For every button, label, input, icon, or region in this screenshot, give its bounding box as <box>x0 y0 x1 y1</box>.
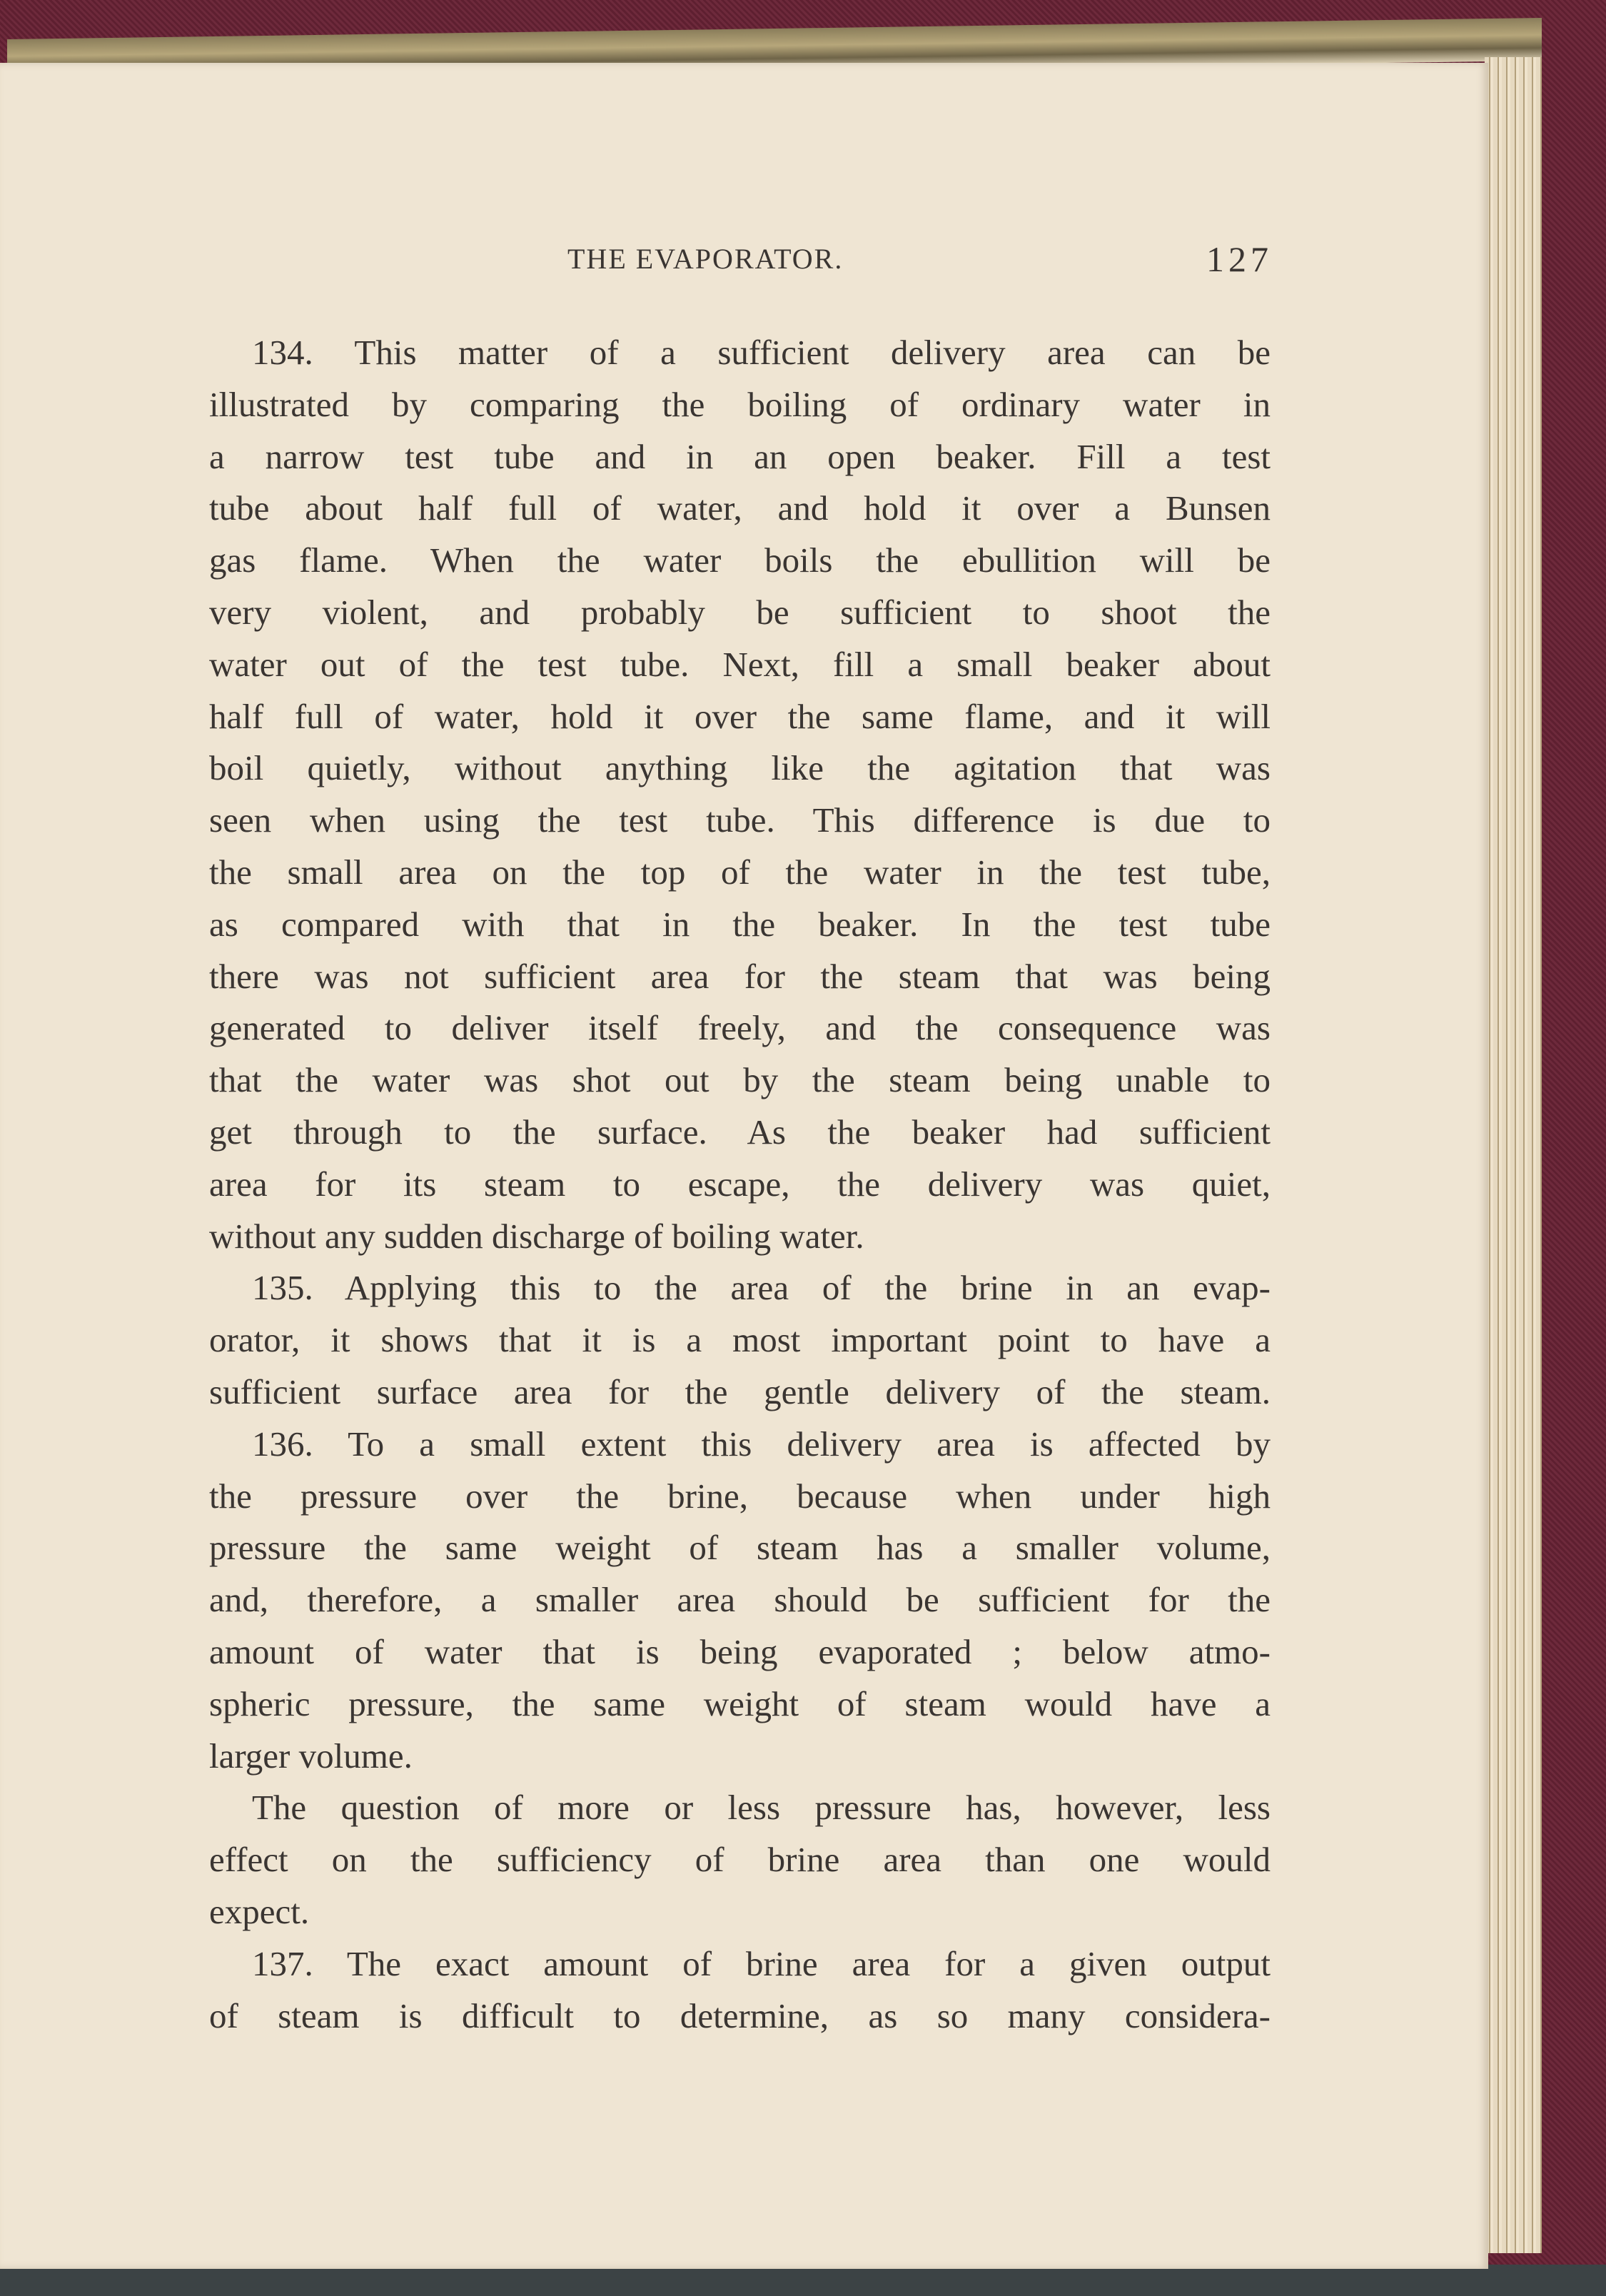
text-line: The question of more or less pressure has, however, less <box>252 1788 1271 1828</box>
text-line: seen when using the test tube. This difference is due to <box>209 800 1271 840</box>
text-line: orator, it shows that it is a most important point to have a <box>209 1320 1271 1360</box>
text-line: spheric pressure, the same weight of steam would have a <box>209 1683 1271 1723</box>
text-line: that the water was shot out by the steam being unable to <box>209 1060 1271 1100</box>
page-number: 127 <box>1206 239 1273 279</box>
background-surface <box>0 2265 1606 2296</box>
text-line: the small area on the top of the water in the test tube, <box>209 852 1271 892</box>
text-line: 135. Applying this to the area of the brine in an evap- <box>252 1268 1271 1308</box>
text-line: without any sudden discharge of boiling water. <box>209 1216 864 1256</box>
text-line: very violent, and probably be sufficient to shoot the <box>209 592 1271 632</box>
text-line: illustrated by comparing the boiling of ordinary water in <box>209 384 1271 424</box>
text-line: water out of the test tube. Next, fill a small beaker about <box>209 644 1271 684</box>
text-line: a narrow test tube and in an open beaker. Fill a test <box>209 436 1271 476</box>
text-line: of steam is difficult to determine, as so many considera- <box>209 1995 1271 2035</box>
text-line: the pressure over the brine, because when under high <box>209 1476 1271 1516</box>
text-line: area for its steam to escape, the delivery was quiet, <box>209 1164 1271 1204</box>
text-line: effect on the sufficiency of brine area than one would <box>209 1840 1271 1880</box>
text-line: larger volume. <box>209 1736 413 1776</box>
text-line: gas flame. When the water boils the ebullition will be <box>209 540 1271 580</box>
text-line: 136. To a small extent this delivery area is affected by <box>252 1424 1271 1464</box>
text-line: 134. This matter of a sufficient delivery area can be <box>252 333 1271 372</box>
text-line: expect. <box>209 1891 310 1931</box>
text-line: 137. The exact amount of brine area for a given output <box>252 1943 1271 1983</box>
running-header <box>0 238 1488 281</box>
text-line: amount of water that is being evaporated ; below atmo- <box>209 1631 1271 1671</box>
text-line: sufficient surface area for the gentle delivery of the steam. <box>209 1371 1271 1411</box>
text-line: and, therefore, a smaller area should be sufficient for the <box>209 1580 1271 1620</box>
running-title: THE EVAPORATOR. <box>567 243 844 275</box>
text-line: as compared with that in the beaker. In the test tube <box>209 904 1271 944</box>
text-line: pressure the same weight of steam has a smaller volume, <box>209 1528 1271 1568</box>
body-text <box>209 327 1271 2042</box>
text-line: half full of water, hold it over the same flame, and it will <box>209 696 1271 736</box>
text-line: boil quietly, without anything like the agitation that was <box>209 748 1271 788</box>
text-line: there was not sufficient area for the steam that was being <box>209 956 1271 996</box>
page-edges-right <box>1485 57 1542 2253</box>
text-line: get through to the surface. As the beaker had sufficient <box>209 1112 1271 1152</box>
text-line: tube about half full of water, and hold it over a Bunsen <box>209 488 1271 528</box>
text-line: generated to deliver itself freely, and the consequence was <box>209 1008 1271 1048</box>
